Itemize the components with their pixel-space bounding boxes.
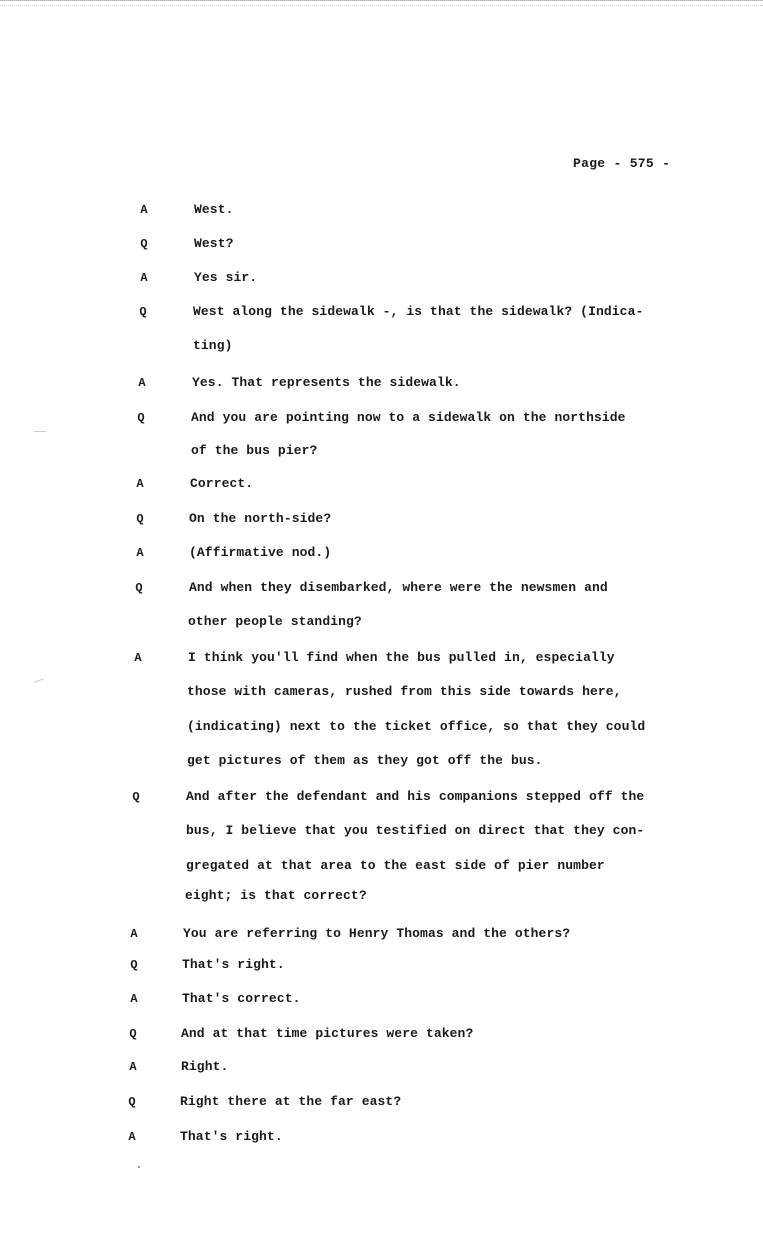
transcript-line: West. (194, 202, 234, 217)
transcript-line: And after the defendant and his companions stepped off the (186, 789, 645, 804)
transcript-line: On the north-side? (189, 511, 332, 526)
transcript-line: eight; is that correct? (185, 888, 367, 903)
transcript-line: And when they disembarked, where were the newsmen and (189, 580, 608, 595)
transcript-line: (Affirmative nod.) (189, 545, 332, 560)
speaker-label: Q (135, 581, 143, 595)
scan-top-edge (0, 0, 763, 6)
page-number: Page - 575 - (573, 156, 671, 171)
transcript-line: of the bus pier? (191, 443, 318, 458)
transcript-line: And you are pointing now to a sidewalk on the northside (191, 410, 626, 425)
speaker-label: Q (129, 1027, 137, 1041)
transcript-line: Yes. That represents the sidewalk. (192, 375, 461, 390)
transcript-line: other people standing? (188, 614, 362, 629)
speaker-label: A (130, 927, 138, 941)
transcript-line: That's correct. (182, 991, 301, 1006)
speaker-label: Q (137, 411, 145, 425)
transcript-line: (indicating) next to the ticket office, so that they could (187, 719, 646, 734)
speaker-label: A (134, 651, 142, 665)
transcript-line: That's right. (180, 1129, 283, 1144)
speaker-label: Q (132, 790, 140, 804)
transcript-line: get pictures of them as they got off the bus. (187, 753, 543, 768)
speaker-label: Q (130, 958, 138, 972)
speaker-label: A (140, 271, 148, 285)
scan-speck (138, 1166, 140, 1168)
transcript-line: West along the sidewalk -, is that the sidewalk? (Indica- (193, 304, 644, 319)
speaker-label: Q (128, 1095, 136, 1109)
speaker-label: A (140, 203, 148, 217)
speaker-label: A (128, 1130, 136, 1144)
transcript-line: bus, I believe that you testified on direct that they con- (186, 823, 645, 838)
transcript-line: Right. (181, 1059, 229, 1074)
transcript-line: ting) (193, 338, 233, 353)
speaker-label: A (129, 1060, 137, 1074)
transcript-line: West? (194, 236, 234, 251)
transcript-line: I think you'll find when the bus pulled in, especially (188, 650, 615, 665)
transcript-line: gregated at that area to the east side of pier number (186, 858, 605, 873)
scan-mark (34, 431, 46, 432)
transcript-line: Yes sir. (194, 270, 258, 285)
scan-mark (34, 678, 44, 682)
speaker-label: Q (139, 305, 147, 319)
transcript-line: Right there at the far east? (180, 1094, 402, 1109)
transcript-line: those with cameras, rushed from this side towards here, (187, 684, 622, 699)
speaker-label: A (136, 477, 144, 491)
transcript-line: Correct. (190, 476, 254, 491)
speaker-label: A (138, 376, 146, 390)
transcript-line: And at that time pictures were taken? (181, 1026, 474, 1041)
transcript-line: That's right. (182, 957, 285, 972)
speaker-label: A (130, 992, 138, 1006)
speaker-label: A (136, 546, 144, 560)
speaker-label: Q (136, 512, 144, 526)
transcript-line: You are referring to Henry Thomas and the others? (183, 926, 571, 941)
speaker-label: Q (140, 237, 148, 251)
